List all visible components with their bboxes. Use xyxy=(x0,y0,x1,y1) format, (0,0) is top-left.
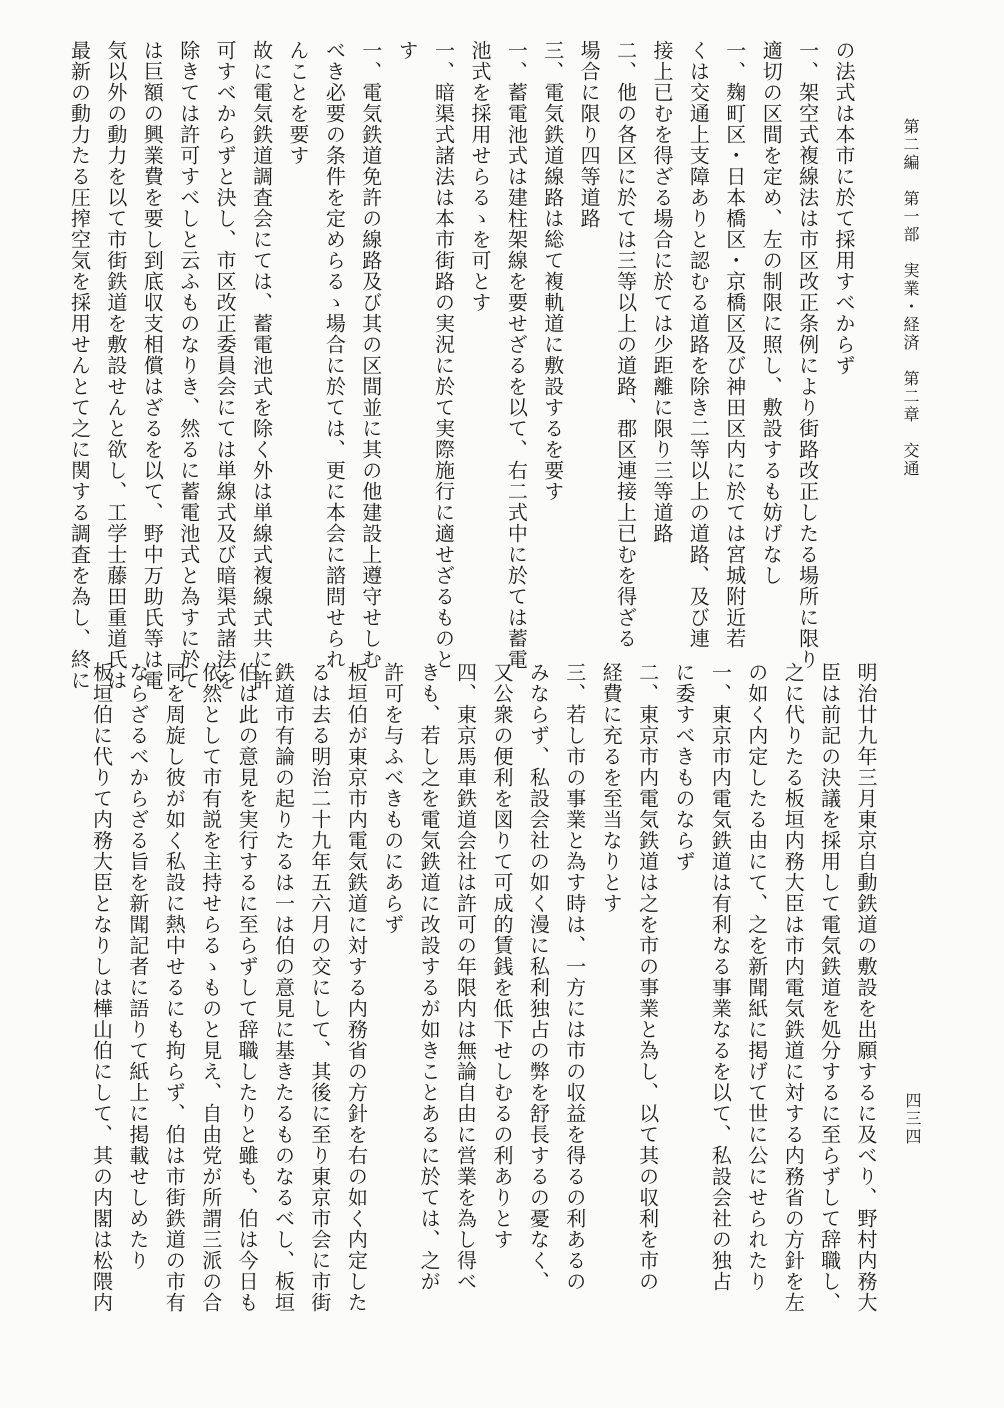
text-line: は巨額の興業費を要し到底収支相償はざるを以て、野中万助氏等は電 xyxy=(140,40,165,691)
text-line: 経費に充るを至当なりとす xyxy=(599,662,624,914)
text-line: 一、蓄電池式は建柱架線を要せざるを以て、右二式中に於ては蓄電 xyxy=(504,40,529,670)
text-line: 一、架空式複線法は市区改正条例により街路改正したる場所に限り xyxy=(795,40,820,670)
text-line: 除きては許可すべしと云ふものなりき、然るに蓄電池式と為すに於て xyxy=(176,40,201,691)
text-line: 同を周旋し彼が如く私設に熱中せるにも拘らず、伯は市街鉄道の市有 xyxy=(162,662,187,1313)
text-line: 最新の動力たる圧搾空気を採用せんとて之に関する調査を為し、終に xyxy=(67,40,92,691)
text-line: 一、電気鉄道免許の線路及び其の区間並に其の他建設上遵守せしむ xyxy=(358,40,383,670)
page-number: 四三四 xyxy=(903,1092,922,1146)
text-line: 之に代りたる板垣内務大臣は市内電気鉄道に対する内務省の方針を左 xyxy=(781,662,806,1313)
text-line: ならざるべからざる旨を新聞記者に語りて紙上に掲載せしめたり xyxy=(125,662,150,1271)
text-line: きも、若し之を電気鉄道に改設するが如きことあるに於ては、之が xyxy=(417,662,442,1292)
text-line: 板垣伯に代りて内務大臣となりしは樺山伯にして、其の内閣は松隈内 xyxy=(89,662,114,1313)
text-line: 接上已むを得ざる場合に於ては少距離に限り三等道路 xyxy=(649,40,674,544)
text-line: の如く内定したる由にて、之を新聞紙に掲げて世に公にせられたり xyxy=(744,662,769,1292)
text-line: くは交通上支障ありと認むる道路を除き二等以上の道路、及び連 xyxy=(686,40,711,649)
text-line: 池式を採用せらるゝを可とす xyxy=(467,40,492,313)
text-line: 許可を与ふべきものにあらず xyxy=(380,662,405,935)
text-line: す xyxy=(395,40,420,61)
text-line: 三、若し市の事業と為す時は、一方には市の収益を得るの利あるの xyxy=(562,662,587,1292)
text-line: 一、東京市内電気鉄道は有利なる事業なるを以て、私設会社の独占 xyxy=(708,662,733,1292)
lower-text-block xyxy=(72,662,884,1313)
text-line: 気以外の動力を以て市街鉄道を敷設せんと欲し、工学士藤田重道氏は xyxy=(103,40,128,691)
running-head: 第二編 第一部 実業・経済 第二章 交通 xyxy=(901,118,920,478)
text-line: 鉄道市有論の起りたるは一は伯の意見に基きたるものなるべし、板垣 xyxy=(271,662,296,1313)
text-line: 可すべからずと決し、市区改正委員会にては単線式及び暗渠式諸法を xyxy=(213,40,238,691)
text-line: 適切の区間を定め、左の制限に照し、敷設するも妨げなし xyxy=(759,40,784,586)
text-line: 一、麹町区・日本橋区・京橋区及び神田区内に於ては宮城附近若 xyxy=(722,40,747,649)
text-line: 伯は此の意見を実行するに至らずして辞職したりと雖も、伯は今日も xyxy=(235,662,260,1313)
text-line: 一、暗渠式諸法は本市街路の実況に於て実際施行に適せざるものと xyxy=(431,40,456,670)
text-line: 板垣伯が東京市内電気鉄道に対する内務省の方針を右の如く内定した xyxy=(344,662,369,1313)
text-line: みならず、私設会社の如く漫に私利独占の弊を舒長するの憂なく、 xyxy=(526,662,551,1292)
text-line: の法式は本市に於て採用すべからず xyxy=(832,40,856,376)
text-line: 又公衆の便利を図りて可成的賃銭を低下せしむるの利ありとす xyxy=(489,662,514,1250)
text-line: 明治廿九年三月東京自動鉄道の敷設を出願するに及べり、野村内務大 xyxy=(854,662,878,1313)
text-line: んことを要す xyxy=(285,40,310,166)
text-line: べき必要の条件を定めらるゝ場合に於ては、更に本会に諮問せられ xyxy=(322,40,347,670)
text-line: 依然として市有説を主持せらるゝものと見え、自由党が所謂三派の合 xyxy=(198,662,223,1313)
text-line: 三、電気鉄道線路は総て複軌道に敷設するを要す xyxy=(540,40,565,502)
upper-text-block xyxy=(67,40,862,691)
text-line: るは去る明治二十九年五六月の交にして、其後に至り東京市会に市街 xyxy=(307,662,332,1313)
text-line: 故に電気鉄道調査会にては、蓄電池式を除く外は単線式複線式共に許 xyxy=(249,40,274,691)
text-line: に委すべきものならず xyxy=(671,662,696,872)
text-line: 二、他の各区に於ては三等以上の道路、郡区連接上已むを得ざる xyxy=(613,40,638,649)
text-line: 場合に限り四等道路 xyxy=(577,40,602,229)
text-line: 四、東京馬車鉄道会社は許可の年限内は無論自由に営業を為し得べ xyxy=(453,662,478,1292)
text-line: 二、東京市内電気鉄道は之を市の事業と為し、以て其の収利を市の xyxy=(635,662,660,1292)
text-line: 臣は前記の決議を採用して電気鉄道を処分するに至らずして辞職し、 xyxy=(817,662,842,1313)
